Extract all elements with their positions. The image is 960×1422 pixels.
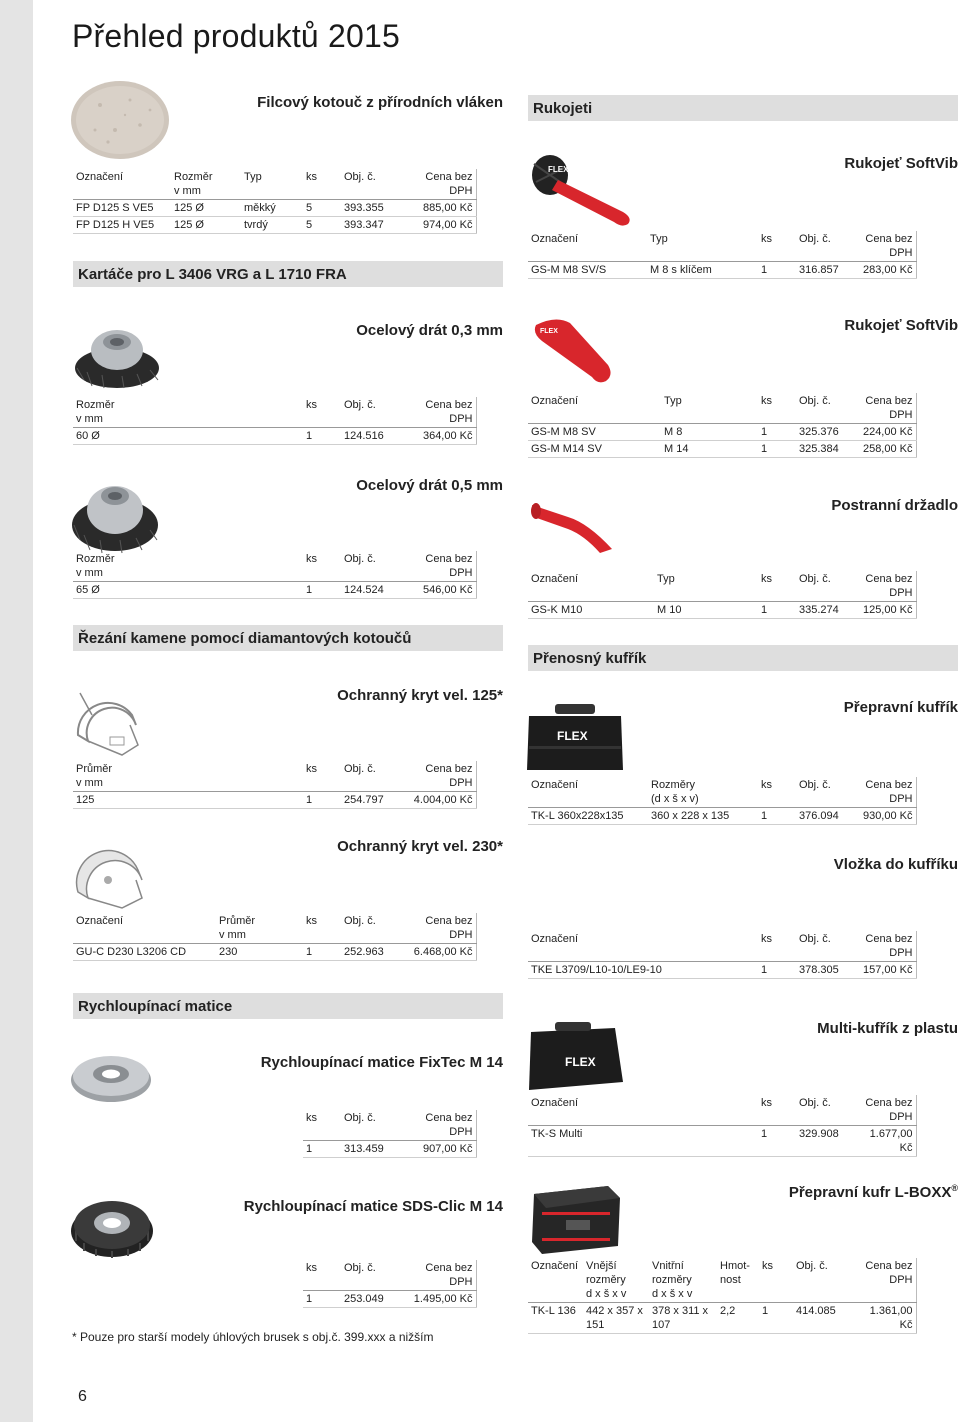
table-cell: 1.361,00 Kč	[851, 1303, 916, 1334]
column-header: Typ	[647, 231, 758, 262]
column-header: ks	[303, 761, 341, 792]
table-cell: 124.524	[341, 582, 403, 599]
column-header: Obj. č.	[796, 1095, 854, 1126]
multi-case-heading: Multi-kufřík z plastu	[817, 1020, 958, 1037]
column-header: Cena bez DPH	[854, 931, 916, 962]
transport-case-table	[528, 777, 917, 825]
softvib-heading-2: Rukojeť SoftVib	[844, 317, 958, 334]
page-title: Přehled produktů 2015	[72, 18, 400, 54]
table-row	[528, 808, 916, 825]
column-header: Cena bez DPH	[854, 393, 916, 424]
table-header-row	[73, 761, 476, 792]
column-header: Obj. č.	[341, 1260, 403, 1291]
table-row	[528, 441, 916, 458]
table-header-row	[73, 551, 476, 582]
table-cell: 60 Ø	[73, 428, 303, 445]
table-header-row	[528, 393, 916, 424]
side-handle-image	[528, 495, 618, 555]
column-header: ks	[303, 169, 341, 200]
lboxx-heading	[789, 1183, 958, 1201]
column-header: Průměr v mm	[73, 761, 303, 792]
guard-230-image	[70, 840, 150, 910]
column-header: Rozměr v mm	[171, 169, 241, 200]
table-cell: 1.495,00 Kč	[403, 1291, 476, 1308]
table-cell: 1	[758, 602, 796, 619]
column-header: Obj. č.	[796, 393, 854, 424]
fixtec-nut-image	[70, 1050, 152, 1105]
table-cell: 125,00 Kč	[854, 602, 916, 619]
table-cell: 1	[303, 428, 341, 445]
cases-section-bar: Přenosný kufřík	[528, 645, 958, 671]
wire-03-table	[73, 397, 477, 445]
fixtec-heading: Rychloupínací matice FixTec M 14	[260, 1054, 503, 1071]
table-cell: 393.355	[341, 200, 403, 217]
column-header: Označení	[73, 913, 216, 944]
table-cell: 224,00 Kč	[854, 424, 916, 441]
column-header: Cena bez DPH	[403, 1260, 476, 1291]
table-cell: 125 Ø	[171, 217, 241, 234]
column-header: Obj. č.	[341, 1110, 403, 1141]
felt-disc-table	[73, 169, 477, 234]
column-header: Obj. č.	[341, 397, 403, 428]
table-cell: 1.677,00 Kč	[854, 1126, 916, 1157]
table-cell: 376.094	[796, 808, 854, 825]
table-cell: GS-K M10	[528, 602, 654, 619]
table-cell: 253.049	[341, 1291, 403, 1308]
table-cell: 1	[758, 1126, 796, 1157]
table-header-row	[73, 913, 476, 944]
table-cell: tvrdý	[241, 217, 303, 234]
table-cell: 1	[758, 441, 796, 458]
table-cell: M 8	[661, 424, 758, 441]
table-cell: FP D125 H VE5	[73, 217, 171, 234]
column-header: Označení	[528, 931, 758, 962]
table-cell: 258,00 Kč	[854, 441, 916, 458]
column-header: Typ	[661, 393, 758, 424]
table-cell: 252.963	[341, 944, 403, 961]
table-cell: 1	[303, 582, 341, 599]
softvib-heading-1: Rukojeť SoftVib	[844, 155, 958, 172]
column-header: Cena bez DPH	[851, 1258, 916, 1303]
table-cell: 124.516	[341, 428, 403, 445]
table-cell: 974,00 Kč	[403, 217, 476, 234]
table-cell: FP D125 S VE5	[73, 200, 171, 217]
column-header: Hmot- nost	[717, 1258, 759, 1303]
softvib-table-1	[528, 231, 917, 279]
table-cell: 65 Ø	[73, 582, 303, 599]
table-cell: měkký	[241, 200, 303, 217]
table-cell: 378.305	[796, 962, 854, 979]
table-row	[73, 944, 476, 961]
softvib-handle-image-1	[528, 150, 638, 230]
column-header: Označení	[528, 1258, 583, 1303]
column-header: Označení	[73, 169, 171, 200]
footnote: * Pouze pro starší modely úhlových brusek s obj.č. 399.xxx a nižším	[72, 1330, 434, 1344]
column-header: Cena bez DPH	[403, 551, 476, 582]
column-header: Obj. č.	[341, 761, 403, 792]
table-cell: 414.085	[793, 1303, 851, 1334]
softvib-logo-2: FLEX	[540, 328, 558, 335]
table-cell: 335.274	[796, 602, 854, 619]
table-row	[73, 428, 476, 445]
table-cell: 1	[303, 792, 341, 809]
handles-section-bar: Rukojeti	[528, 95, 958, 121]
table-header-row	[528, 931, 916, 962]
column-header: ks	[758, 393, 796, 424]
column-header: ks	[758, 571, 796, 602]
diamond-section-bar: Řezání kamene pomocí diamantových kotoučů	[73, 625, 503, 651]
table-cell: 1	[758, 262, 796, 279]
transport-case-heading: Přepravní kufřík	[843, 699, 958, 716]
multi-case-logo: FLEX	[565, 1055, 596, 1069]
column-header: Označení	[528, 1095, 758, 1126]
table-row	[528, 262, 916, 279]
column-header: ks	[303, 551, 341, 582]
column-header: Obj. č.	[341, 913, 403, 944]
table-cell: 157,00 Kč	[854, 962, 916, 979]
wire-05-heading: Ocelový drát 0,5 mm	[356, 477, 503, 494]
nut-section-bar: Rychloupínací matice	[73, 993, 503, 1019]
column-header: Obj. č.	[341, 169, 403, 200]
table-cell: 1	[303, 1291, 341, 1308]
table-cell: M 8 s klíčem	[647, 262, 758, 279]
column-header: Cena bez DPH	[854, 1095, 916, 1126]
table-cell: 325.384	[796, 441, 854, 458]
wire-brush-05-image	[70, 480, 160, 555]
table-cell: 907,00 Kč	[403, 1141, 476, 1158]
table-cell: 313.459	[341, 1141, 403, 1158]
table-cell: M 14	[661, 441, 758, 458]
table-row	[73, 200, 476, 217]
sds-clic-nut-image	[70, 1195, 155, 1260]
table-cell: TK-L 136	[528, 1303, 583, 1334]
table-header-row	[73, 397, 476, 428]
felt-disc-heading: Filcový kotouč z přírodních vláken	[257, 94, 503, 111]
table-header-row	[73, 169, 476, 200]
column-header: Rozměr v mm	[73, 551, 303, 582]
column-header: ks	[303, 913, 341, 944]
column-header: Obj. č.	[796, 571, 854, 602]
table-cell: GS-M M8 SV/S	[528, 262, 647, 279]
case-insert-heading: Vložka do kufříku	[833, 856, 958, 873]
table-header-row	[303, 1110, 476, 1141]
table-row	[303, 1141, 476, 1158]
table-cell: 930,00 Kč	[854, 808, 916, 825]
lboxx-table	[528, 1258, 917, 1334]
guard-230-heading: Ochranný kryt vel. 230*	[337, 838, 503, 855]
column-header: ks	[303, 1260, 341, 1291]
table-cell: 885,00 Kč	[403, 200, 476, 217]
guard-230-table	[73, 913, 477, 961]
table-cell: GS-M M8 SV	[528, 424, 661, 441]
table-cell: 1	[303, 1141, 341, 1158]
guard-125-image	[70, 685, 145, 760]
table-cell: 1	[303, 944, 341, 961]
sds-clic-table	[303, 1260, 477, 1308]
table-cell: TK-S Multi	[528, 1126, 758, 1157]
table-cell: 325.376	[796, 424, 854, 441]
table-header-row	[528, 1095, 916, 1126]
column-header: Označení	[528, 231, 647, 262]
column-header: Obj. č.	[796, 931, 854, 962]
table-cell: 5	[303, 217, 341, 234]
table-cell: 546,00 Kč	[403, 582, 476, 599]
column-header: Obj. č.	[341, 551, 403, 582]
table-row	[73, 217, 476, 234]
softvib-table-2	[528, 393, 917, 458]
table-cell: GS-M M14 SV	[528, 441, 661, 458]
column-header: Typ	[654, 571, 758, 602]
guard-125-heading: Ochranný kryt vel. 125*	[337, 687, 503, 704]
guard-125-table	[73, 761, 477, 809]
table-cell: 1	[759, 1303, 793, 1334]
column-header: Označení	[528, 571, 654, 602]
multi-case-table	[528, 1095, 917, 1157]
table-row	[528, 424, 916, 441]
table-row	[73, 582, 476, 599]
column-header: Rozměry (d x š x v)	[648, 777, 758, 808]
table-cell: 125 Ø	[171, 200, 241, 217]
table-header-row	[528, 231, 916, 262]
table-cell: 360 x 228 x 135	[648, 808, 758, 825]
column-header: Cena bez DPH	[403, 1110, 476, 1141]
page-number: 6	[78, 1388, 87, 1405]
table-cell: 1	[758, 962, 796, 979]
column-header: Obj. č.	[796, 231, 854, 262]
table-row	[528, 962, 916, 979]
column-header: ks	[758, 1095, 796, 1126]
table-row	[528, 602, 916, 619]
table-cell: 393.347	[341, 217, 403, 234]
column-header: Vnější rozměry d x š x v	[583, 1258, 649, 1303]
column-header: ks	[758, 777, 796, 808]
column-header: Cena bez DPH	[403, 397, 476, 428]
column-header: Typ	[241, 169, 303, 200]
column-header: Cena bez DPH	[854, 571, 916, 602]
table-cell: 254.797	[341, 792, 403, 809]
column-header: Cena bez DPH	[403, 761, 476, 792]
column-header: Cena bez DPH	[854, 231, 916, 262]
column-header: ks	[303, 1110, 341, 1141]
column-header: Obj. č.	[796, 777, 854, 808]
column-header: Cena bez DPH	[403, 913, 476, 944]
lboxx-image	[528, 1180, 623, 1255]
table-row	[528, 1126, 916, 1157]
column-header: Obj. č.	[793, 1258, 851, 1303]
wire-03-heading: Ocelový drát 0,3 mm	[356, 322, 503, 339]
table-cell: 6.468,00 Kč	[403, 944, 476, 961]
column-header: Průměr v mm	[216, 913, 303, 944]
column-header: Označení	[528, 393, 661, 424]
column-header: Rozměr v mm	[73, 397, 303, 428]
table-cell: 230	[216, 944, 303, 961]
felt-disc-image	[70, 80, 170, 160]
column-header: Cena bez DPH	[403, 169, 476, 200]
table-cell: 2,2	[717, 1303, 759, 1334]
transport-case-image	[525, 700, 625, 775]
table-header-row	[528, 571, 916, 602]
table-cell: TK-L 360x228x135	[528, 808, 648, 825]
table-cell: 1	[758, 808, 796, 825]
table-row	[73, 792, 476, 809]
table-header-row	[303, 1260, 476, 1291]
table-header-row	[528, 777, 916, 808]
side-handle-heading: Postranní držadlo	[831, 497, 958, 514]
column-header: Vnitřní rozměry d x š x v	[649, 1258, 717, 1303]
multi-case-image	[525, 1020, 625, 1095]
table-row	[528, 1303, 916, 1334]
table-cell: TKE L3709/L10-10/LE9-10	[528, 962, 758, 979]
table-cell: 329.908	[796, 1126, 854, 1157]
left-margin-strip	[0, 0, 33, 1422]
table-cell: M 10	[654, 602, 758, 619]
column-header: ks	[759, 1258, 793, 1303]
brushes-section-bar: Kartáče pro L 3406 VRG a L 1710 FRA	[73, 261, 503, 287]
table-header-row	[528, 1258, 916, 1303]
table-cell: 4.004,00 Kč	[403, 792, 476, 809]
registered-mark: ®	[951, 1183, 958, 1193]
table-row	[303, 1291, 476, 1308]
lboxx-heading-text: Přepravní kufr L-BOXX	[788, 1184, 952, 1201]
case-insert-table	[528, 931, 917, 979]
table-cell: 378 x 311 x 107	[649, 1303, 717, 1334]
column-header: Cena bez DPH	[854, 777, 916, 808]
table-cell: 316.857	[796, 262, 854, 279]
fixtec-table	[303, 1110, 477, 1158]
table-cell: 5	[303, 200, 341, 217]
table-cell: 1	[758, 424, 796, 441]
sds-clic-heading: Rychloupínací matice SDS-Clic M 14	[243, 1198, 503, 1215]
column-header: ks	[758, 931, 796, 962]
table-cell: 364,00 Kč	[403, 428, 476, 445]
softvib-logo-1: FLEX	[548, 165, 569, 174]
table-cell: GU-C D230 L3206 CD	[73, 944, 216, 961]
transport-case-logo: FLEX	[557, 729, 588, 743]
column-header: ks	[758, 231, 796, 262]
wire-05-table	[73, 551, 477, 599]
wire-brush-03-image	[72, 320, 162, 390]
table-cell: 442 x 357 x 151	[583, 1303, 649, 1334]
side-handle-table	[528, 571, 917, 619]
table-cell: 283,00 Kč	[854, 262, 916, 279]
table-cell: 125	[73, 792, 303, 809]
column-header: Označení	[528, 777, 648, 808]
softvib-handle-image-2	[528, 315, 618, 385]
column-header: ks	[303, 397, 341, 428]
